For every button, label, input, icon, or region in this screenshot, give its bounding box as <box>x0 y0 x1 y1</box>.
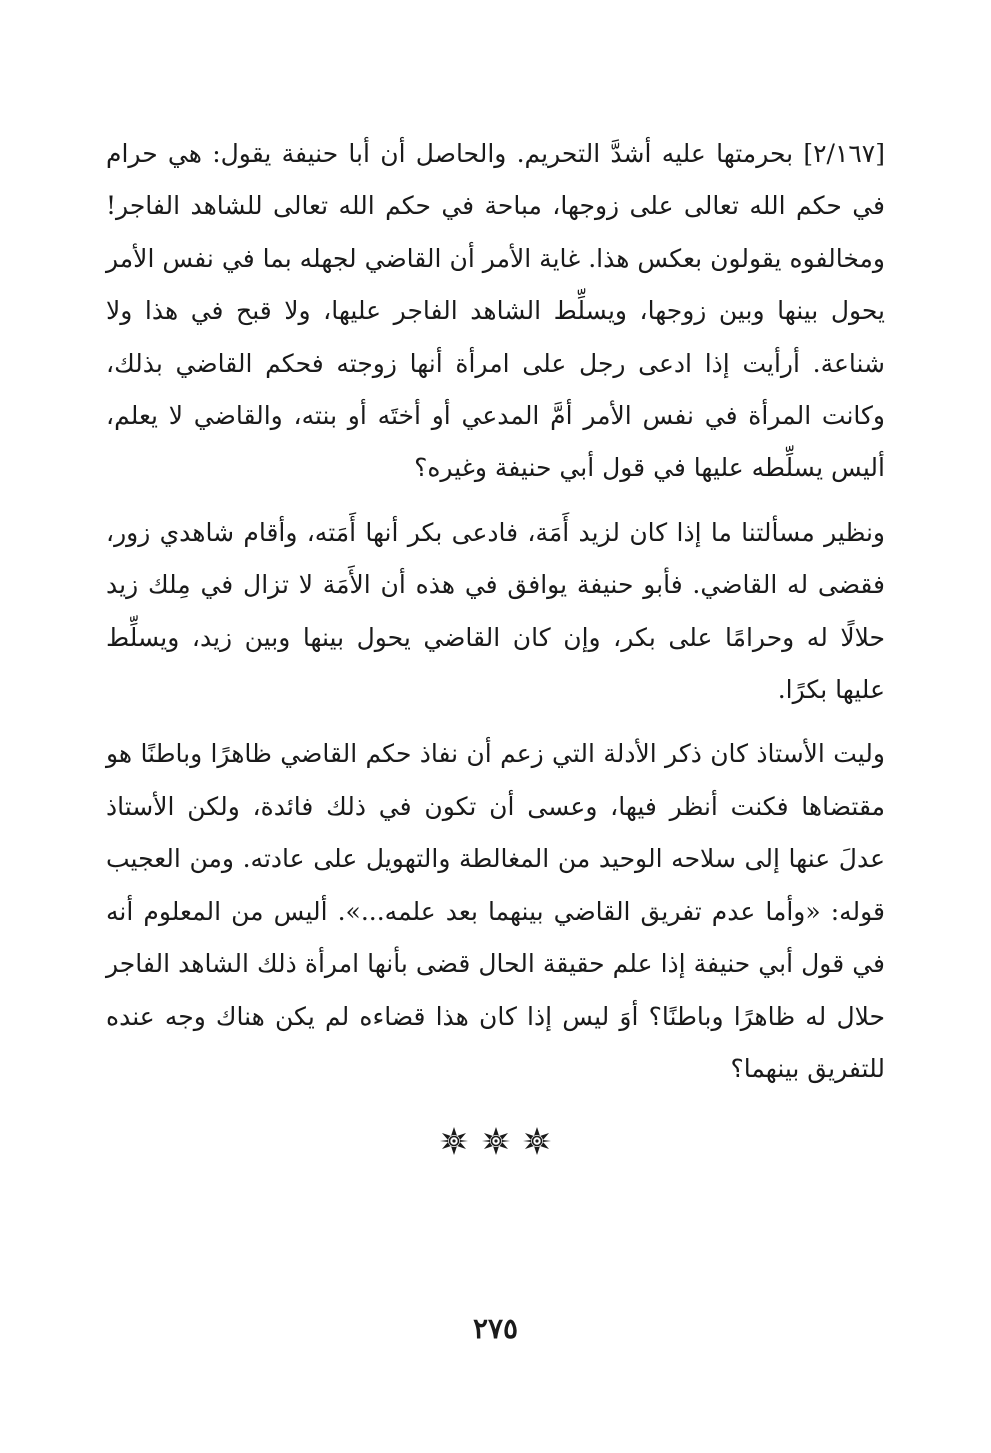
ornament-icon <box>439 1126 469 1156</box>
paragraph-1: [٢/١٦٧] بحرمتها عليه أشدَّ التحريم. والحاصل أن أبا حنيفة يقول: هي حرام في حكم الله تعالى على زوجها، مباحة في حكم الله تعالى للشاهد الفاجر! ومخالفوه يقولون بعكس هذا. غاية الأمر أن القاضي لجهله بما في نفس الأمر يحول بينها وبين زوجها، ويسلِّط الشاهد الفاجر عليها، ولا قبح في هذا ولا شناعة. أرأيت إذا ادعى رجل على امرأة أنها زوجته فحكم القاضي بذلك، وكانت المرأة في نفس الأمر أمَّ المدعي أو أختَه أو بنته، والقاضي لا يعلم، أليس يسلِّطه عليها في قول أبي حنيفة وغيره؟ <box>106 139 885 483</box>
ornament-icon <box>522 1126 552 1156</box>
paragraph-2: ونظير مسألتنا ما إذا كان لزيد أَمَة، فادعى بكر أنها أَمَته، وأقام شاهدي زور، فقضى له القاضي. فأبو حنيفة يوافق في هذه أن الأَمَة لا تزال في مِلك زيد حلالًا له وحرامًا على بكر، وإن كان القاضي يحول بينها وبين زيد، ويسلِّط عليها بكرًا. <box>106 517 885 705</box>
section-divider <box>0 1126 991 1156</box>
page-body <box>106 128 885 1095</box>
paragraph-3: وليت الأستاذ كان ذكر الأدلة التي زعم أن نفاذ حكم القاضي ظاهرًا وباطنًا هو مقتضاها فكنت أنظر فيها، وعسى أن تكون في ذلك فائدة، ولكن الأستاذ عدلَ عنها إلى سلاحه الوحيد من المغالطة والتهويل على عادته. ومن العجيب قوله: «وأما عدم تفريق القاضي بينهما بعد علمه...». أليس من المعلوم أنه في قول أبي حنيفة إذا علم حقيقة الحال قضى بأنها امرأة ذلك الشاهد الفاجر حلال له ظاهرًا وباطنًا؟ أوَ ليس إذا كان هذا قضاءه لم يكن هناك وجه عنده للتفريق بينهما؟ <box>106 739 885 1083</box>
page-number: ٢٧٥ <box>472 1312 519 1345</box>
ornament-icon <box>481 1126 511 1156</box>
